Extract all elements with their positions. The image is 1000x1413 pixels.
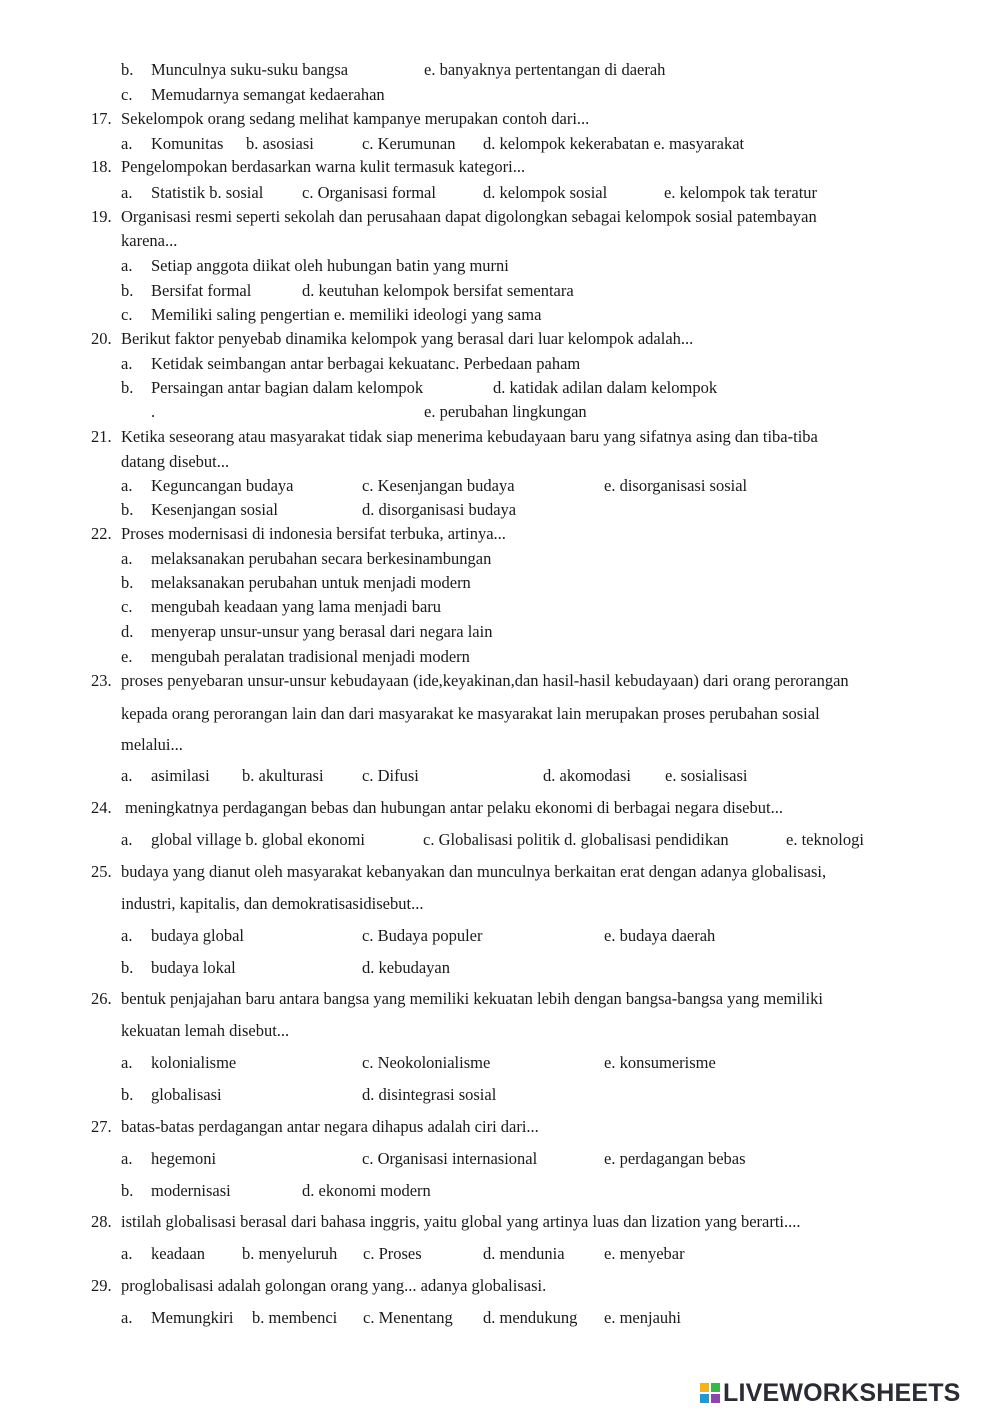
option-marker: d. [121,622,134,641]
option-marker: c. [121,85,133,104]
option-text: b. akulturasi [242,766,324,785]
option-text: c. Budaya populer [362,926,483,945]
option-marker: c. [121,597,133,616]
question-text: proses penyebaran unsur-unsur kebudayaan (ide,keyakinan,dan hasil-hasil kebudayaan) dari orang perorangan [121,671,849,690]
option-text: d. keutuhan kelompok bersifat sementara [302,281,574,300]
option-text: hegemoni [151,1149,217,1168]
option-marker: a. [121,476,133,495]
option-text: e. konsumerisme [604,1053,716,1072]
option-text: Keguncangan budaya [151,476,294,495]
question-text: istilah globalisasi berasal dari bahasa inggris, yaitu global yang artinya luas dan lization yang berarti.... [121,1212,801,1231]
question-number: 29. [91,1276,112,1295]
question-text: Berikut faktor penyebab dinamika kelompok yang berasal dari luar kelompok adalah... [121,329,694,348]
option-text: b. asosiasi [246,134,314,153]
option-marker: a. [121,549,133,568]
option-text: b. menyeluruh [242,1244,338,1263]
option-marker: a. [121,183,133,202]
question-text: karena... [121,231,178,250]
option-text: d. kelompok sosial [483,183,608,202]
question-text: proglobalisasi adalah golongan orang yang... adanya globalisasi. [121,1276,547,1295]
option-marker: a. [121,354,133,373]
option-text: d. kebudayan [362,958,450,977]
option-marker: b. [121,500,134,519]
option-text: Setiap anggota diikat oleh hubungan batin yang murni [151,256,509,275]
option-text: d. mendukung [483,1308,578,1327]
option-text: b. membenci [252,1308,338,1327]
option-text: d. ekonomi modern [302,1181,431,1200]
option-text: e. disorganisasi sosial [604,476,748,495]
option-marker: b. [121,958,134,977]
option-text: melaksanakan perubahan secara berkesinambungan [151,549,492,568]
question-text: datang disebut... [121,452,230,471]
question-number: 27. [91,1117,112,1136]
option-text: d. katidak adilan dalam kelompok [493,378,718,397]
liveworksheets-logo[interactable] [700,1380,961,1406]
option-text: Komunitas [151,134,224,153]
option-text: Bersifat formal [151,281,252,300]
option-text: Statistik b. sosial [151,183,264,202]
question-number: 23. [91,671,112,690]
option-text: Kesenjangan sosial [151,500,278,519]
logo-tile [700,1394,709,1403]
option-text: Munculnya suku-suku bangsa [151,60,349,79]
option-text: d. akomodasi [543,766,631,785]
question-number: 18. [91,157,112,176]
question-text: Proses modernisasi di indonesia bersifat terbuka, artinya... [121,524,506,543]
option-text: c. Kerumunan [362,134,456,153]
logo-tiles-icon [700,1383,720,1403]
option-text: c. Organisasi formal [302,183,436,202]
option-marker: b. [121,281,134,300]
option-marker: b. [121,1181,134,1200]
question-text: batas-batas perdagangan antar negara dihapus adalah ciri dari... [121,1117,539,1136]
question-number: 26. [91,989,112,1008]
option-marker: a. [121,1053,133,1072]
option-text: d. kelompok kekerabatan e. masyarakat [483,134,745,153]
question-text: Organisasi resmi seperti sekolah dan perusahaan dapat digolongkan sebagai kelompok sosial patembayan [121,207,817,226]
option-text: melaksanakan perubahan untuk menjadi modern [151,573,471,592]
option-marker: a. [121,926,133,945]
option-text: e. banyaknya pertentangan di daerah [424,60,666,79]
option-text: budaya lokal [151,958,236,977]
option-marker: a. [121,1149,133,1168]
option-marker: a. [121,1244,133,1263]
option-text: e. budaya daerah [604,926,716,945]
option-text: c. Kesenjangan budaya [362,476,515,495]
option-text: Ketidak seimbangan antar berbagai kekuatanc. Perbedaan paham [151,354,581,373]
option-text: Memungkiri [151,1308,234,1327]
question-text: meningkatnya perdagangan bebas dan hubungan antar pelaku ekonomi di berbagai negara disebut... [125,798,783,817]
option-text: globalisasi [151,1085,222,1104]
option-text: Memiliki saling pengertian e. memiliki ideologi yang sama [151,305,542,324]
question-text: Pengelompokan berdasarkan warna kulit termasuk kategori... [121,157,526,176]
option-text: c. Proses [363,1244,422,1263]
question-number: 17. [91,109,112,128]
question-number: 28. [91,1212,112,1231]
logo-tile [700,1383,709,1392]
option-marker: e. [121,647,133,666]
option-text: d. disorganisasi budaya [362,500,517,519]
question-text: Ketika seseorang atau masyarakat tidak siap menerima kebudayaan baru yang sifatnya asing dan tiba-tiba [121,427,818,446]
question-text: melalui... [121,735,183,754]
question-number: 24. [91,798,112,817]
option-marker: a. [121,830,133,849]
question-text: Sekelompok orang sedang melihat kampanye merupakan contoh dari... [121,109,590,128]
option-text: Persaingan antar bagian dalam kelompok [151,378,424,397]
option-text: e. perdagangan bebas [604,1149,746,1168]
logo-text: LIVEWORKSHEETS [723,1378,961,1407]
option-marker: b. [121,573,134,592]
option-text: c. Globalisasi politik d. globalisasi pendidikan [423,830,729,849]
question-number: 25. [91,862,112,881]
option-text: kolonialisme [151,1053,237,1072]
option-text: . [151,402,156,421]
option-marker: b. [121,1085,134,1104]
question-text: kekuatan lemah disebut... [121,1021,290,1040]
option-marker: a. [121,134,133,153]
option-text: e. menyebar [604,1244,685,1263]
option-text: e. kelompok tak teratur [664,183,818,202]
option-text: e. teknologi [786,830,864,849]
option-text: c. Organisasi internasional [362,1149,538,1168]
option-text: d. mendunia [483,1244,565,1263]
option-text: keadaan [151,1244,206,1263]
option-text: c. Difusi [362,766,419,785]
option-text: d. disintegrasi sosial [362,1085,497,1104]
logo-tile [711,1383,720,1392]
option-text: mengubah keadaan yang lama menjadi baru [151,597,442,616]
question-number: 22. [91,524,112,543]
logo-tile [711,1394,720,1403]
option-text: asimilasi [151,766,210,785]
question-text: industri, kapitalis, dan demokratisasidisebut... [121,894,424,913]
option-marker: b. [121,60,134,79]
question-text: bentuk penjajahan baru antara bangsa yang memiliki kekuatan lebih dengan bangsa-bangsa yang memiliki [121,989,823,1008]
option-text: Memudarnya semangat kedaerahan [151,85,385,104]
option-marker: a. [121,256,133,275]
option-marker: a. [121,1308,133,1327]
option-marker: a. [121,766,133,785]
option-text: budaya global [151,926,245,945]
option-marker: c. [121,305,133,324]
option-text: global village b. global ekonomi [151,830,366,849]
option-marker: b. [121,378,134,397]
option-text: modernisasi [151,1181,231,1200]
question-text: kepada orang perorangan lain dan dari masyarakat ke masyarakat lain merupakan proses perubahan sosial [121,704,820,723]
question-text: budaya yang dianut oleh masyarakat kebanyakan dan munculnya berkaitan erat dengan adanya globalisasi, [121,862,827,881]
option-text: menyerap unsur-unsur yang berasal dari negara lain [151,622,493,641]
option-text: e. sosialisasi [665,766,748,785]
question-number: 21. [91,427,112,446]
option-text: c. Menentang [363,1308,453,1327]
option-text: c. Neokolonialisme [362,1053,491,1072]
option-text: e. perubahan lingkungan [424,402,587,421]
option-text: e. menjauhi [604,1308,681,1327]
question-number: 19. [91,207,112,226]
option-text: mengubah peralatan tradisional menjadi modern [151,647,470,666]
question-number: 20. [91,329,112,348]
